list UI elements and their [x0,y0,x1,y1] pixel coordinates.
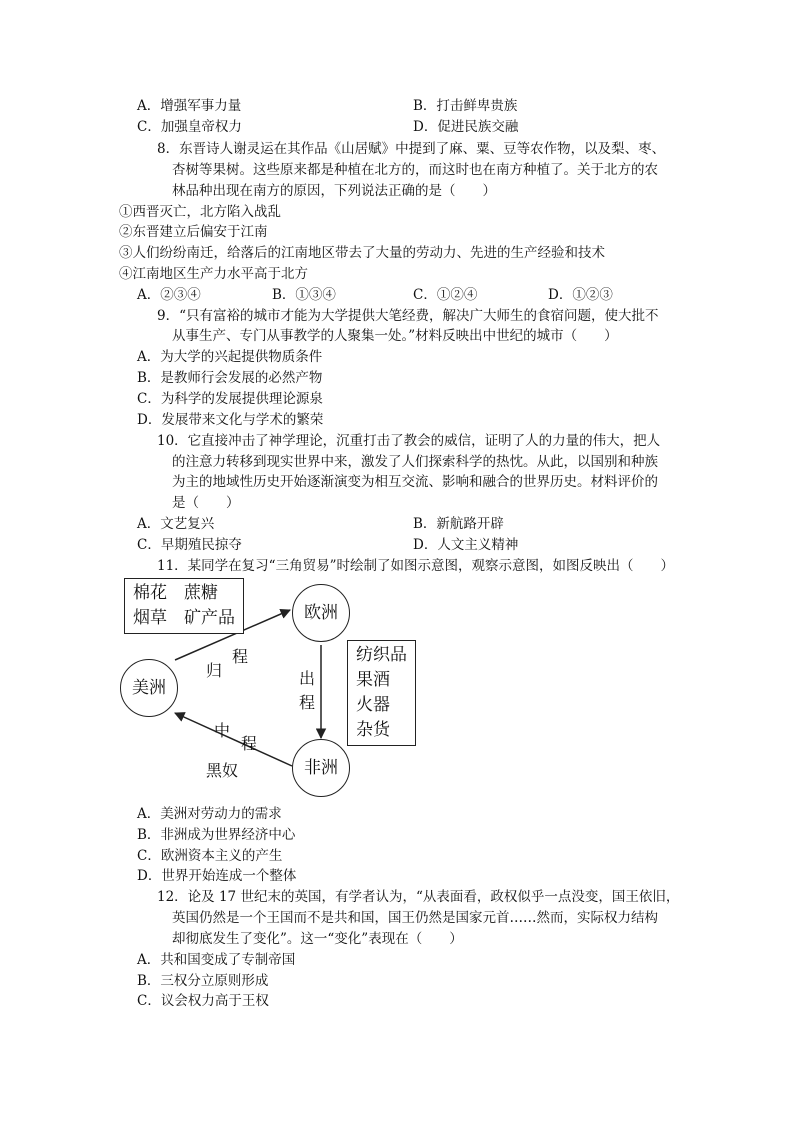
america-node: 美洲 [120,659,178,717]
africa-node: 非洲 [292,739,350,797]
europe-goods-4: 杂货 [356,720,390,740]
q8-option-c: C．①②④ [413,287,478,303]
return-leg-char-1: 归 [206,661,223,680]
q12-stem-line-1: 12．论及 17 世纪末的英国，有学者认为，“从表面看，政权似乎一点没变，国王依旧， [157,889,680,905]
q10-option-d: D．人文主义精神 [413,537,519,553]
q12-stem-line-3: 却彻底发生了变化”。这一“变化”表现在（ ） [172,931,463,947]
middle-leg-char-2: 程 [241,734,258,753]
q10-stem-line-1: 10．它直接冲击了神学理论，沉重打击了教会的威信，证明了人的力量的伟大，把人 [157,433,661,449]
q10-stem-line-3: 为主的地域性历史开始逐渐演变为相互交流、影响和融合的世界历史。材料评价的 [172,474,658,490]
q11-stem: 11．某同学在复习“三角贸易”时绘制了如图示意图，观察示意图，如图反映出（ ） [157,558,674,574]
q8-statement-2: ②东晋建立后偏安于江南 [119,224,268,240]
europe-goods-1: 纺织品 [356,645,407,665]
q9-option-b: B．是教师行会发展的必然产物 [137,370,323,386]
q11-option-c: C．欧洲资本主义的产生 [137,848,283,864]
q10-option-c: C．早期殖民掠夺 [137,537,242,553]
q9-stem-line-1: 9．“只有富裕的城市才能为大学提供大笔经费，解决广大师生的食宿问题，使大批不 [157,308,659,324]
q7-option-d: D．促进民族交融 [413,119,519,135]
q8-statement-3: ③人们纷纷南迁，给落后的江南地区带去了大量的劳动力、先进的生产经验和技术 [119,245,605,261]
q9-option-c: C．为科学的发展提供理论源泉 [137,391,323,407]
q8-stem-line-1: 8．东晋诗人谢灵运在其作品《山居赋》中提到了麻、粟、豆等农作物，以及梨、枣、 [157,141,666,157]
q12-stem-line-2: 英国仍然是一个王国而不是共和国，国王仍然是国家元首……然而，实际权力结构 [172,910,658,926]
q11-option-d: D．世界开始连成一个整体 [137,868,297,884]
europe-goods-box [347,640,416,746]
q11-option-b: B．非洲成为世界经济中心 [137,827,296,843]
triangular-trade-diagram [120,578,430,808]
q8-statement-1: ①西晋灭亡，北方陷入战乱 [119,204,281,220]
q10-option-a: A．文艺复兴 [137,516,215,532]
q9-option-a: A．为大学的兴起提供物质条件 [137,349,323,365]
europe-goods-3: 火器 [356,695,390,715]
q8-option-d: D．①②③ [548,287,613,303]
outward-leg-char-2: 程 [299,693,316,712]
return-leg-char-2: 程 [232,647,249,666]
europe-goods-2: 果酒 [356,670,390,690]
q10-stem-line-2: 的注意力转移到现实世界中来，激发了人们探索科学的热忱。从此，以国别和种族 [172,454,658,470]
america-goods-box [124,578,244,634]
q10-stem-line-4: 是（ ） [172,495,240,511]
q10-option-b: B．新航路开辟 [413,516,504,532]
america-goods-line-1: 棉花 蔗糖 [133,583,218,603]
q9-stem-line-2: 从事生产、专门从事教学的人聚集一处。”材料反映出中世纪的城市（ ） [172,328,618,344]
q12-option-c: C．议会权力高于王权 [137,993,269,1009]
q9-option-d: D．发展带来文化与学术的繁荣 [137,412,324,428]
america-goods-line-2: 烟草 矿产品 [133,608,235,628]
q7-option-c: C．加强皇帝权力 [137,119,242,135]
q7-option-b: B．打击鲜卑贵族 [413,98,518,114]
q12-option-a: A．共和国变成了专制帝国 [137,952,296,968]
europe-node: 欧洲 [292,584,350,642]
q7-option-a: A．增强军事力量 [137,98,242,114]
q12-option-b: B．三权分立原则形成 [137,973,269,989]
q8-option-b: B．①③④ [272,287,336,303]
middle-leg-char-1: 中 [214,721,231,740]
q8-stem-line-3: 林品种出现在南方的原因，下列说法正确的是（ ） [172,183,496,199]
q8-stem-line-2: 杏树等果树。这些原来都是种植在北方的，而这时也在南方种植了。关于北方的农 [172,162,658,178]
q11-option-a: A．美洲对劳动力的需求 [137,806,282,822]
q8-option-a: A．②③④ [137,287,201,303]
q8-statement-4: ④江南地区生产力水平高于北方 [119,266,308,282]
outward-leg-char-1: 出 [299,669,316,688]
slaves-label: 黑奴 [206,761,239,780]
